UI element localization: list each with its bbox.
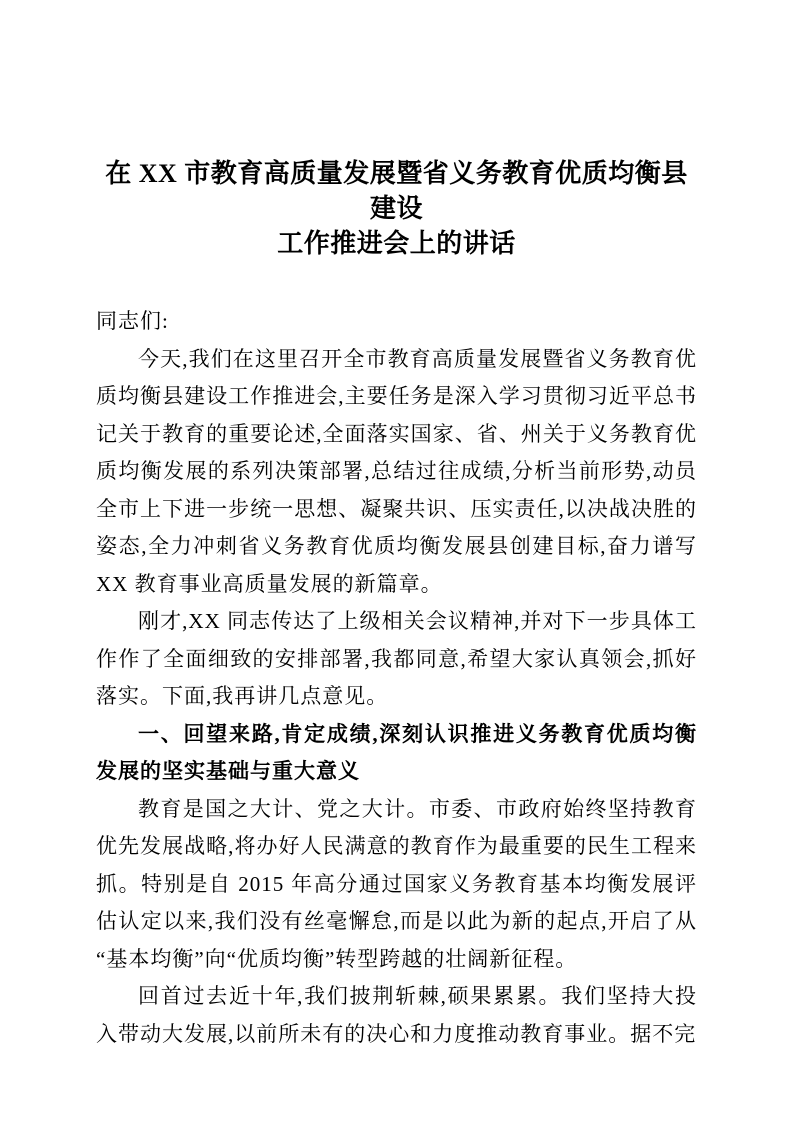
salutation: 同志们:: [96, 309, 169, 333]
document-title: [96, 156, 697, 261]
section-heading-1: 一、回望来路,肯定成绩,深刻认识推进义务教育优质均衡发展的坚实基础与重大意义: [96, 721, 697, 783]
paragraph-acknowledgement: 刚才,XX 同志传达了上级相关会议精神,并对下一步具体工作作了全面细致的安排部署,我都同意,希望大家认真领会,抓好落实。下面,我再讲几点意见。: [96, 609, 697, 708]
paragraph-review-decade: 回首过去近十年,我们披荆斩棘,硕果累累。我们坚持大投入带动大发展,以前所未有的决心和力度推动教育事业。据不完: [96, 984, 697, 1046]
document-title-line-2: 工作推进会上的讲话: [277, 229, 516, 258]
document-title-line-1: 在 XX 市教育高质量发展暨省义务教育优质均衡县建设: [105, 159, 688, 223]
paragraph-opening: 今天,我们在这里召开全市教育高质量发展暨省义务教育优质均衡县建设工作推进会,主要任务是深入学习贯彻习近平总书记关于教育的重要论述,全面落实国家、省、州关于义务教育优质均衡发展的系列决策部署,总结过往成绩,分析当前形势,动员全市上下进一步统一思想、凝聚共识、压实责任,以决战决胜的姿态,全力冲刺省义务教育优质均衡发展县创建目标,奋力谱写 XX 教育事业高质量发展的新篇章。: [96, 346, 697, 596]
document-body: [96, 303, 697, 1053]
paragraph-education-priority: 教育是国之大计、党之大计。市委、市政府始终坚持教育优先发展战略,将办好人民满意的教育作为最重要的民生工程来抓。特别是自 2015 年高分通过国家义务教育基本均衡发展评估认定以来,我们没有丝毫懈怠,而是以此为新的起点,开启了从“基本均衡”向“优质均衡”转型跨越的壮阔新征程。: [96, 796, 697, 971]
